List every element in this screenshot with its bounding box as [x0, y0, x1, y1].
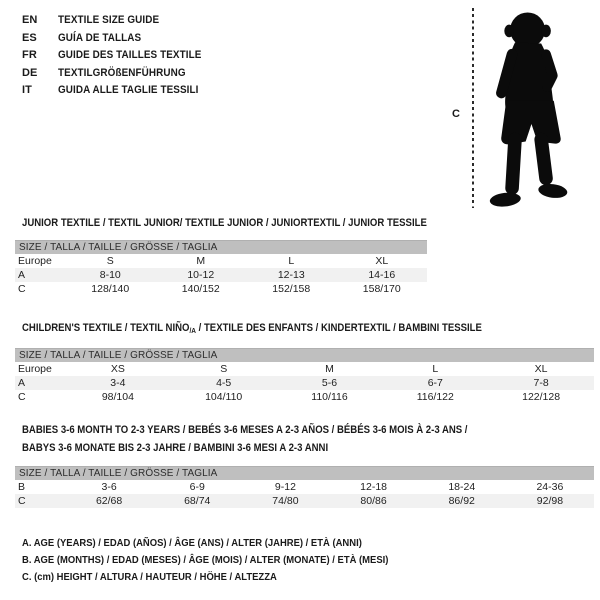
babies-size-table — [15, 466, 594, 508]
cell-value: 68/74 — [184, 495, 211, 507]
cell-value: 3-6 — [101, 481, 117, 493]
cell-value: 158/170 — [362, 283, 401, 295]
row-label: C — [18, 391, 26, 403]
lang-label: GUIDA ALLE TAGLIE TESSILI — [58, 84, 199, 96]
table-row-a — [15, 376, 594, 390]
cell-value: 62/68 — [95, 495, 123, 507]
cell-value: XS — [110, 363, 125, 375]
cell-value: M — [196, 255, 206, 267]
lang-code: EN — [22, 14, 38, 26]
children-title-pre: CHILDREN'S TEXTILE / TEXTIL NIÑO — [22, 322, 190, 334]
footnote-a — [22, 535, 429, 552]
cell-value: 80/86 — [360, 495, 387, 507]
cell-value: 12-18 — [360, 481, 387, 493]
cell-value: S — [106, 255, 114, 267]
children-table-title — [22, 320, 551, 340]
children-title-post: / TEXTILE DES ENFANTS / KINDERTEXTIL / BAMBINI TESSILE — [195, 322, 482, 334]
babies-table-title — [22, 422, 534, 457]
table-row-c — [15, 390, 594, 404]
lang-row-de — [22, 65, 217, 83]
lang-label: GUÍA DE TALLAS — [58, 31, 142, 44]
cell-value: 116/122 — [416, 391, 454, 403]
cell-value: 24-36 — [536, 481, 564, 493]
cell-value: XL — [534, 363, 548, 375]
cell-value: 18-24 — [448, 481, 476, 493]
lang-code: DE — [22, 66, 38, 79]
table-row-a — [15, 268, 427, 282]
cell-value: 8-10 — [99, 269, 121, 281]
table-row-europe — [15, 254, 427, 268]
cell-value: 104/110 — [205, 391, 243, 403]
lang-row-es — [22, 30, 217, 48]
height-marker-label: C — [452, 108, 460, 120]
toddler-silhouette — [482, 5, 579, 212]
cell-value: S — [220, 363, 228, 375]
cell-value: 86/92 — [448, 495, 475, 507]
cell-value: 3-4 — [110, 377, 126, 389]
footnote-b — [22, 552, 429, 569]
lang-label: TEXTILGRÖßENFÜHRUNG — [58, 66, 186, 79]
cell-value: 128/140 — [91, 283, 130, 295]
size-header-bar: SIZE / TALLA / TAILLE / GRÖSSE / TAGLIA — [15, 348, 594, 362]
cell-value: 6-7 — [427, 377, 443, 389]
footnote-c — [22, 569, 429, 586]
lang-row-en — [22, 12, 217, 30]
cell-value: L — [288, 255, 295, 267]
lang-row-fr — [22, 47, 217, 65]
cell-value: 4-5 — [216, 377, 232, 389]
cell-value: 12-13 — [277, 269, 305, 281]
row-label: B — [18, 481, 26, 493]
cell-value: 152/158 — [272, 283, 311, 295]
cell-value: 98/104 — [101, 391, 134, 403]
table-row-b — [15, 480, 594, 494]
lang-code: ES — [22, 31, 37, 44]
cell-value: 140/152 — [181, 283, 220, 295]
junior-table-title — [22, 215, 487, 233]
row-label: A — [18, 377, 26, 389]
row-label: C — [18, 283, 26, 295]
cell-value: 92/98 — [536, 495, 564, 507]
row-label: A — [18, 269, 26, 281]
children-size-table — [15, 348, 594, 404]
babies-title-line-1: BABIES 3-6 MONTH TO 2-3 YEARS / BEBÉS 3-6 MESES A 2-3 AÑOS / BÉBÉS 3-6 MOIS À 2-3 ANS / — [22, 424, 468, 436]
table-row-c — [15, 494, 594, 508]
lang-code: IT — [22, 84, 32, 96]
junior-table-title-text: JUNIOR TEXTILE / TEXTIL JUNIOR/ TEXTILE JUNIOR / JUNIORTEXTIL / JUNIOR TESSILE — [22, 217, 427, 229]
cell-value: L — [432, 363, 439, 375]
children-title-sub: /A — [189, 326, 196, 335]
size-header-bar: SIZE / TALLA / TAILLE / GRÖSSE / TAGLIA — [15, 240, 427, 254]
legend-footnotes — [22, 535, 429, 587]
lang-label: GUIDE DES TAILLES TEXTILE — [58, 49, 202, 61]
row-label: C — [18, 495, 26, 507]
cell-value: 14-16 — [368, 269, 396, 281]
lang-label: TEXTILE SIZE GUIDE — [58, 14, 160, 26]
language-title-list — [22, 12, 217, 100]
height-dashed-line — [472, 8, 474, 208]
cell-value: 7-8 — [533, 377, 549, 389]
cell-value: 9-12 — [274, 481, 296, 493]
table-row-c — [15, 282, 427, 296]
cell-value: 110/116 — [311, 391, 348, 403]
cell-value: 122/128 — [522, 391, 561, 403]
babies-title-line-2: BABYS 3-6 MONATE BIS 2-3 JAHRE / BAMBINI 3-6 MESI A 2-3 ANNI — [22, 441, 329, 454]
cell-value: 5-6 — [321, 377, 338, 389]
row-label: Europe — [18, 363, 52, 375]
row-label: Europe — [18, 255, 52, 267]
footnote-c-text: C. (cm) HEIGHT / ALTURA / HAUTEUR / HÖHE / ALTEZZA — [22, 571, 277, 584]
footnote-a-text: A. AGE (YEARS) / EDAD (AÑOS) / ÂGE (ANS) / ALTER (JAHRE) / ETÀ (ANNI) — [22, 537, 362, 549]
children-table-title-text — [22, 320, 482, 340]
lang-row-it — [22, 82, 217, 100]
size-header-bar: SIZE / TALLA / TAILLE / GRÖSSE / TAGLIA — [15, 466, 594, 480]
cell-value: 6-9 — [189, 481, 205, 493]
cell-value: 10-12 — [187, 269, 215, 281]
junior-size-table — [15, 240, 427, 296]
lang-code: FR — [22, 49, 37, 61]
table-row-europe — [15, 362, 594, 376]
cell-value: XL — [375, 255, 389, 267]
cell-value: M — [325, 363, 334, 375]
footnote-b-text: B. AGE (MONTHS) / EDAD (MESES) / ÂGE (MOIS) / ALTER (MONATE) / ETÀ (MESI) — [22, 554, 389, 567]
cell-value: 74/80 — [272, 495, 299, 507]
